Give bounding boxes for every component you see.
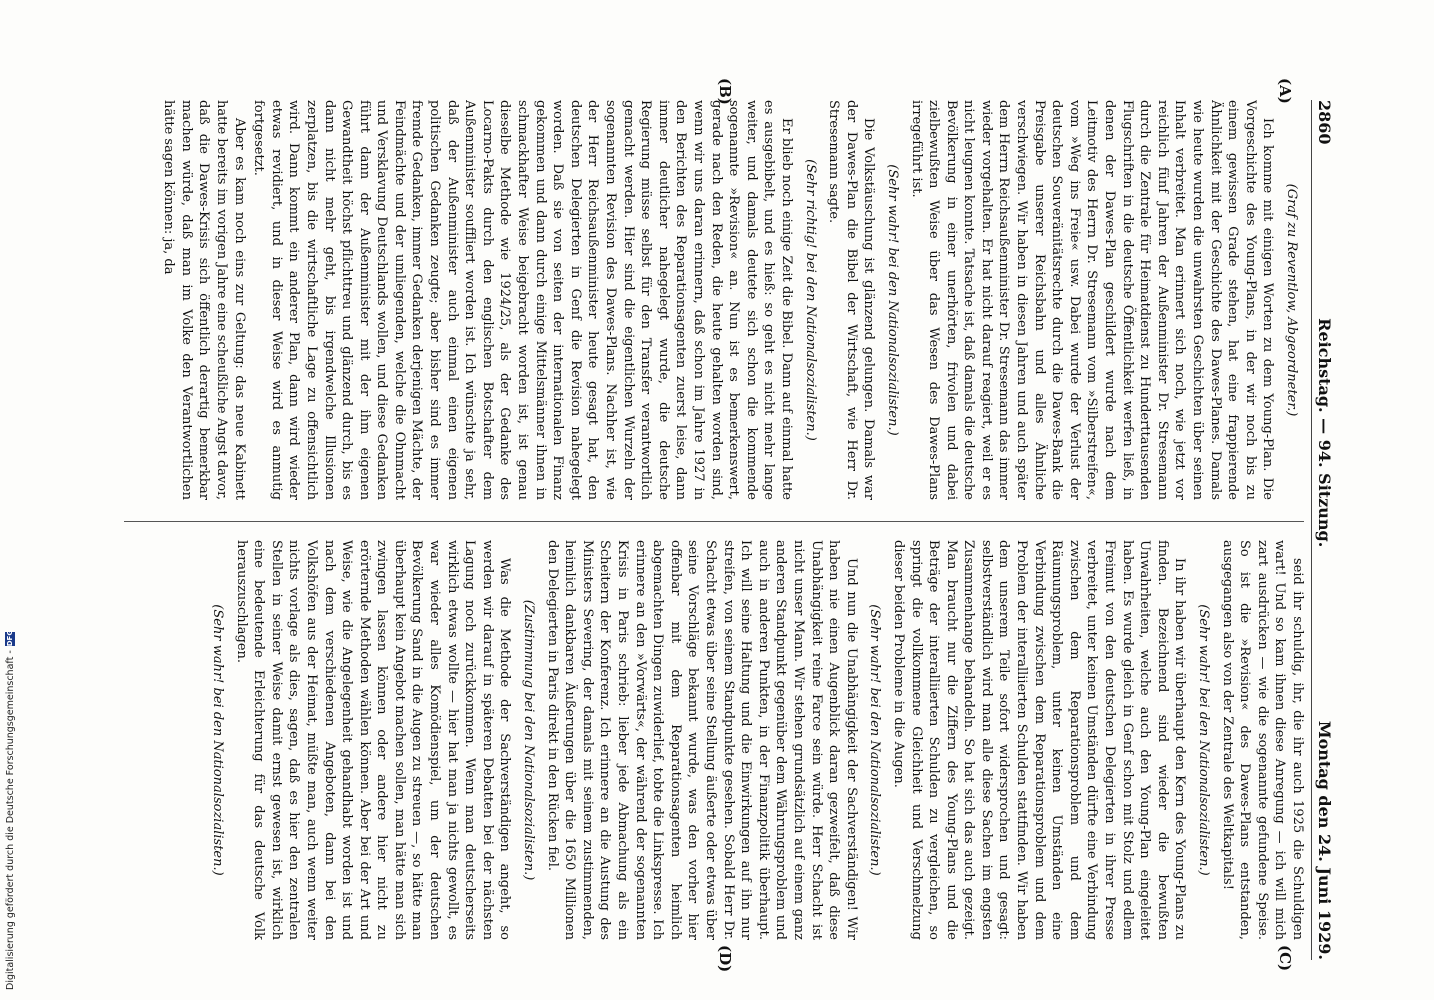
interjection: (Zustimmung bei den Nationalsozialisten.) <box>521 599 537 881</box>
paragraph: Was die Methode der Sachverständigen angeht, so werden wir darauf in späteren Debatten bei der nächsten Lagung noch zurückkommen. Wenn man deutscherseits wirklich etwas wollte — hier hat man ja nichts gewollt, es war wieder alles Komödienspiel, um der deutschen Bevölkerung Sand in die Augen zu streuen —, so hätte man überhaupt kein Angebot machen sollen, man hätte man sich zwingen lassen können oder andere hier nicht zu erörternde Methoden wählen können. Aber bei der Art und Weise, wie die Angelegenheit gehandhabt worden ist und nach dem verschiedenen Angeboten, dann bei den Volkshöfen aus der Heimat, müßte man, auch wenn weiter nichts vorlage als dies, sagen, daß es hier den zentralen Stellen in seiner Weise damit ernst gewesen ist, wirklich eine bedeutende Erleichterung für das deutsche Volk herauszuschlagen. <box>233 540 513 940</box>
paragraph: Aber es kam noch eins zur Geltung: das neue Kabinett hatte bereits im vorigen Jahre eine scheußliche Angst davor, daß die Dawes-Krisis sich öffentlich derartig bemerkbar machen würde, daß man im Volke den Verantwortlichen hätte sagen können: ja, da <box>161 100 247 500</box>
interjection: (Sehr wahr! bei den Nationalsozialisten.) <box>1196 604 1212 876</box>
paragraph: Er blieb noch einige Zeit die Bibel. Dann auf einmal hatte es ausgebibelt, und es hieß: so geht es nicht mehr lange weiter, und damals deutete sich schon die kommende sogenannte »Revision« an. Nun ist es bemerkenswert, gerade nach den Reden, die heute gehalten worden sind, wenn wir uns daran erinnern, daß schon im Jahre 1927 in den Berichten des Reparationsagenten zuerst leise, dann immer deutlicher nahegelegt wurde, die deutsche Regierung müsse selbst für den Transfer verantwortlich gemacht werden. Hier sind die eigentlichen Wurzeln der sogenannten Revision des Dawes-Plans. Nachher ist, wie der Herr Reichsaußenminister heute gesagt hat, den deutschen Delegierten in Genf die Revision nahegelegt worden. Daß sie von seiten der internationalen Finanz gekommen und dann durch einige Mittelsmänner ihnen in schmackhafter Weise beigebracht worden ist, ist genau dieselbe Methode wie 1924/25, als der Gedanke des Locarno-Pakts durch den englischen Botschafter dem Außenminister souffliert worden ist. Ich wünschte ja sehr, daß der Außenminister auch einmal einen eigenen politischen Gedanken zeugte; aber bisher sind es immer fremde Gedanken, immer Gedanken derjenigen Mächte, der Feindmächte und der umliegenden, welche die Ohnmacht und Versklavung Deutschlands wollen, und diese Gedanken führt dann der Außenminister mit der ihm eigenen Gewandtheit höchst pflichttreu und glänzend durch, bis es dann nicht mehr geht, bis irgendwelche Illusionen zerplatzen, bis die wirtschaftliche Lage zu offensichtlich wird. Dann kommt ein anderer Plan, dann wird wieder etwas revidiert, und in dieser Weise wird es anmutig fortgesetzt. <box>251 100 794 500</box>
footer-text: Digitalisierung gefördert durch die Deutsche Forschungsgemeinschaft - <box>4 650 16 990</box>
paragraph: Die Volkstäuschung ist glänzend gelungen. Damals war der Dawes-Plan die Bibel der Wirtschaft, wie Herr Dr. Stresemann sagte. <box>826 100 877 500</box>
header-title: Reichstag. — 94. Sitzung. <box>1315 318 1335 548</box>
page-header <box>1311 100 1338 960</box>
paragraph: In ihr haben wir überhaupt den Kern des Young-Plans zu finden. Bezeichnend sind wieder die bewußten Unwahrheiten, welche auch den Young-Plan eingeleitet haben. Es wurde gleich in Genf schon mit Stolz und edlem Freimut von den deutschen Delegierten in ihrer Presse verbreitet, unter keinen Umständen dürfte eine Verbindung zwischen dem Reparationsproblem und dem Räumungsproblem, unter keinen Umständen eine Verbindung zwischen dem Reparationsproblem und dem Problem der interalliierten Schulden stattfinden. Wir haben dem unserem Teile sofort widersprochen und gesagt: selbstverständlich wird man alle diese Sachen im engsten Zusammenhange behandeln. So hat sich das auch gezeigt. Man braucht nur die Ziffern des Young-Plans und die Beträge der interalliierten Schulden zu vergleichen, so springt die vollkommene Gleichheit und Verschmelzung dieser beiden Probleme in die Augen. <box>890 540 1188 940</box>
paragraph: Ich komme mit einigen Worten zu dem Young-Plan. Die Vorgeschichte des Young-Plans, in der wir noch bis zu einem gewissen Grade stehen, hat eine frappierende Ähnlichkeit mit der Geschichte des Dawes-Planes. Damals wie heute wurden die unwahrsten Geschichten über seinen Inhalt verbreitet. Man erinnert sich noch, wie jetzt vor reichlich fünf Jahren der Außenminister Dr. Stresemann durch die Zentrale für Heimatdienst zu Hunderttausenden Flugschriften in die deutsche Öffentlichkeit werfen ließ, in denen der Dawes-Plan geschildert wurde nach dem Leitmotiv des Herrn Dr. Stresemann vom »Silberstreifen«, vom »Weg ins Freie« usw. Dabei wurde der Verlust der deutschen Souveränitätsrechte durch die Dawes-Bank die Preisgabe unserer Reichsbahn und alles Ähnliche verschwiegen. Wir haben in diesen Jahren und auch später dem Herrn Reichsaußenminister Dr. Stresemann das immer wieder vorgehalten. Er hat nicht darauf reagiert, weil er es nicht leugnen konnte. Tatsache ist, daß damals die deutsche Bevölkerung in einer unerhörten, frivolen und dabei zielbewußten Weise über das Wesen des Dawes-Plans irregeführt ist. <box>908 100 1276 500</box>
margin-letter-c: (C) <box>1276 945 1294 972</box>
interjection: (Sehr wahr! bei den Nationalsozialisten.) <box>209 604 225 876</box>
left-column <box>126 100 1306 500</box>
right-column <box>126 540 1306 940</box>
speaker-line: (Graf zu Reventlow, Abgeordneter.) <box>1284 183 1299 417</box>
interjection: (Sehr richtig! bei den Nationalsozialisten.) <box>802 159 818 441</box>
paragraph: seid ihr schuldig, ihr, die ihr auch 1925 die Schuldigen wart! Und so kam ihnen diese Anregung — ich will mich zart ausdrücken — wie die sogenannte gefundene Speise. So ist die »Revision« des Dawes-Plans entstanden, ausgegangen also von der Zentrale des Weltkapitals! <box>1219 540 1305 940</box>
margin-letter-a: (A) <box>1276 78 1294 104</box>
interjection: (Sehr wahr! bei den Nationalsozialisten.) <box>884 164 900 436</box>
digitization-footer <box>2 600 18 990</box>
header-date: Montag den 24. Juni 1929. <box>1315 720 1335 960</box>
paragraph: Und nun die Unabhängigkeit der Sachverständigen! Wir haben nie einen Augenblick daran gezweifelt, daß diese Unabhängigkeit reine Farce sein würde. Herr Schacht ist nicht unser Mann. Wir stehen grundsätzlich auf einem ganz anderen Standpunkt gegenüber dem Währungsproblem und auch in anderen Punkten, in der Finanzpolitik überhaupt. Ich will seine Haltung und die Einwirkungen auf ihn nur streifen, von seinem Standpunkte gesehen. Sobald Herr Dr. Schacht etwas über seine Stellung äußerte oder etwas über seine Vorschläge bekannt wurde, was den vorher hier offenbar mit dem Reparationsagenten heimlich abgemachten Dingen zuwiderlief, tobte die Linkspresse. Ich erinnere an den »Vorwärts«, der während der sogenannten Krisis in Paris schrieb: lieber jede Abmachung als ein Scheitern der Konferenz. Ich erinnere an die Austung des Ministers Severing, der damals mit seinem zustimmenden, heimlich dankbaren Äußerungen über die 1650 Millionen den Delegierten in Paris direkt in den Rücken fiel. <box>544 540 859 940</box>
page-number: 2860 <box>1315 100 1335 145</box>
interjection: (Sehr wahr! bei den Nationalsozialisten.) <box>867 604 883 876</box>
margin-letter-d: (D) <box>716 945 734 973</box>
dfg-logo-icon: DFG <box>6 629 14 647</box>
margin-letter-b: (B) <box>716 78 734 105</box>
column-divider <box>124 521 1304 522</box>
